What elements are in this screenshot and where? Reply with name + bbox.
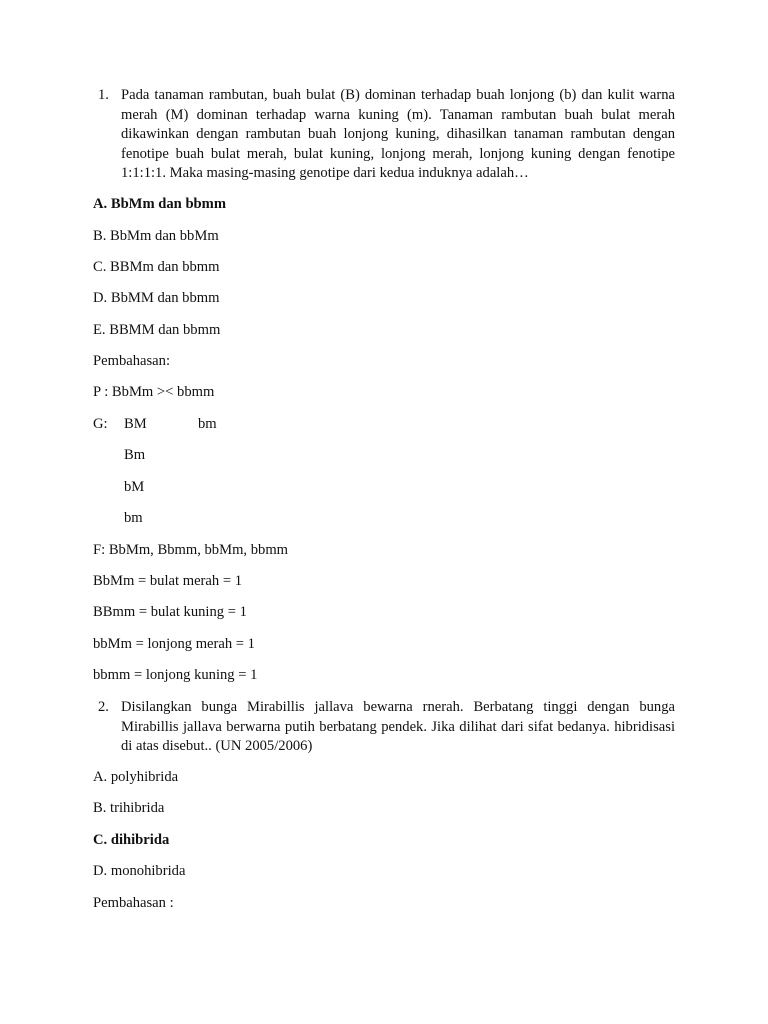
question-2 [93,698,675,757]
q1-result-1: BbMm = bulat merah = 1 [93,573,243,589]
q1-gamete-right: bm [198,416,217,432]
q2-option-d: D. monohibrida [93,863,186,879]
q1-parent-line: P : BbMm >< bbmm [93,384,215,400]
q2-option-c: C. dihibrida [93,832,170,848]
q1-option-e: E. BBMM dan bbmm [93,322,221,338]
q1-gamete-2: Bm [124,447,146,463]
q1-option-a: A. BbMm dan bbmm [93,196,226,212]
q1-option-d: D. BbMM dan bbmm [93,290,220,306]
q1-result-3: bbMm = lonjong merah = 1 [93,636,255,652]
q1-gamete-4: bm [124,510,143,526]
q1-explanation-label: Pembahasan: [93,353,171,369]
question-1-text: Pada tanaman rambutan, buah bulat (B) dominan terhadap buah lonjong (b) dan kulit warna merah (M) dominan terhadap warna kuning (m). Tanaman rambutan buah bulat merah dikawinkan dengan rambutan buah lonjong kuning, dihasilkan tanaman rambutan dengan fenotipe buah bulat merah, bulat kuning, lonjong merah, lonjong kuning dengan fenotipe 1:1:1:1. Maka masing-masing genotipe dari kedua induknya adalah… [121,87,675,182]
q1-option-b: B. BbMm dan bbMm [93,228,219,244]
q1-gamete-1: BM [124,416,147,432]
question-2-number: 2. [98,699,109,715]
question-2-text: Disilangkan bunga Mirabillis jallava bewarna rnerah. Berbatang tinggi dengan bunga Mirabillis jallava berwarna putih berbatang pendek. Jika dilihat dari sifat bedanya. hibridisasi di atas disebut.. (UN 2005/2006) [121,699,675,755]
q1-result-4: bbmm = lonjong kuning = 1 [93,667,258,683]
q2-option-a: A. polyhibrida [93,769,179,785]
q2-explanation-label: Pembahasan : [93,895,174,911]
q1-option-c: C. BBMm dan bbmm [93,259,220,275]
question-1 [93,86,675,184]
q1-f-line: F: BbMm, Bbmm, bbMm, bbmm [93,542,289,558]
q1-gamete-3: bM [124,479,145,495]
q1-result-2: BBmm = bulat kuning = 1 [93,604,247,620]
q2-option-b: B. trihibrida [93,800,165,816]
question-1-number: 1. [98,87,109,103]
q1-gamete-label: G: [93,416,108,432]
